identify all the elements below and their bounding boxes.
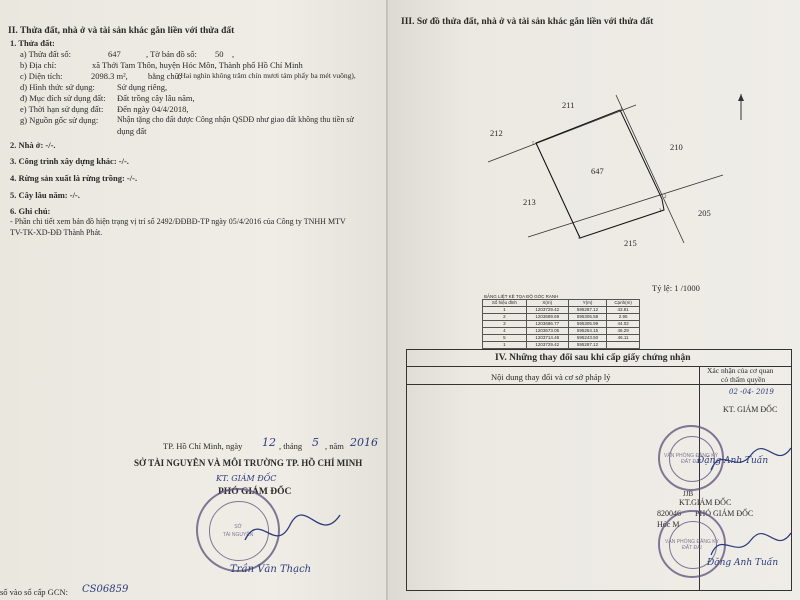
coord-cell: 595305.58 [568,314,606,321]
coord-cell: 2 [483,314,527,321]
purpose-label: đ) Mục đích sử dụng đất: [20,93,106,103]
address-value: xã Thới Tam Thôn, huyện Hóc Môn, Thành phố Hồ Chí Minh [92,60,303,70]
kt-director-1: KT. GIÁM ĐỐC [723,405,778,414]
coord-table-title: BẢNG LIỆT KÊ TỌA ĐỘ GÓC RANH [484,294,559,299]
coord-header: Y(m) [568,300,606,307]
doc-number-partial: 820046 [657,509,681,518]
coord-cell: 46.29 [607,328,640,335]
date-month: 5 [312,436,319,449]
coord-cell [607,342,640,349]
right-page [388,0,800,600]
section-ii-title: II. Thửa đất, nhà ở và tài sản khác gắn liền với thửa đất [8,26,235,36]
neighbor-215: 215 [624,238,637,248]
signer-kt: KT. GIÁM ĐỐC [216,474,277,483]
coord-header: Số hiệu đỉnh [483,300,527,307]
perennial: 5. Cây lâu năm: -/-. [10,190,80,200]
neighbor-213: 213 [523,197,536,207]
signer-name: Trần Văn Thạch [230,564,312,575]
col-content-header: Nội dung thay đổi và cơ sở pháp lý [491,372,611,382]
department: SỞ TÀI NGUYÊN VÀ MÔI TRƯỜNG TP. HỒ CHÍ MINH [134,458,363,468]
section-iv-title: IV. Những thay đổi sau khi cấp giấy chứng nhận [495,353,691,363]
coord-cell: 2.95 [607,314,640,321]
official-stamp-left: SỞ TÀI NGUYÊN [196,488,280,572]
code-partial: JJB [683,490,694,498]
coord-cell: 595264.15 [568,328,606,335]
plot-diagram [388,0,800,300]
coord-cell: 46.11 [607,335,640,342]
house: 2. Nhà ở: -/-. [10,140,56,150]
coord-row [483,307,640,314]
signature-scribble-right-1 [706,440,796,480]
plot-label: a) Thửa đất số: [20,49,71,59]
coord-cell: 4 [483,328,527,335]
vertex-1: 1 [620,108,623,113]
date-year-label: , năm [325,441,344,451]
sheet-number: 50 [215,49,224,59]
notes-line-2: TV-TK-XD-ĐĐ Thành Phát. [10,228,103,237]
coord-cell: 595287.12 [568,342,606,349]
term-value: Đến ngày 04/4/2018, [117,104,189,114]
coord-row [483,314,640,321]
plot-main-label: 647 [591,166,604,176]
use-form-label: d) Hình thức sử dụng: [20,82,95,92]
official-stamp-right-2: VĂN PHÒNG ĐĂNG KÝ ĐẤT ĐAI [658,510,726,578]
coord-cell: 1203673.05 [526,328,568,335]
coord-row [483,321,640,328]
coord-row [483,328,640,335]
col-confirm-header-1: Xác nhận của cơ quan [707,366,774,375]
signature-name-1: Đặng Anh Tuấn [697,456,769,466]
coord-cell: 595305.99 [568,321,606,328]
use-form-value: Sử dụng riêng, [117,82,168,92]
north-arrow-icon [734,92,748,122]
col-confirm-header-2: có thẩm quyền [721,375,766,384]
area-value: 2098.3 m², [91,71,128,81]
neighbor-210: 210 [670,142,683,152]
coord-cell: 1203686.77 [526,321,568,328]
gcn-number: CS06859 [82,584,129,595]
date-month-label: , tháng [279,441,303,451]
notes-heading: 6. Ghi chú: [10,206,51,216]
neighbor-211: 211 [562,100,575,110]
coord-cell: 3 [483,321,527,328]
address-label: b) Địa chỉ: [20,60,57,70]
notes-line-1: - Phần chi tiết xem bản đồ hiện trạng vị trí số 2492/ĐĐBĐ-TP ngày 05/4/2016 của Công ty TNHH MTV [10,217,346,226]
coord-row [483,342,640,349]
kt-director-2: KT.GIÁM ĐỐC [679,498,732,507]
coord-cell: 1203729.42 [526,307,568,314]
date-prefix: TP. Hồ Chí Minh, ngày [163,441,243,451]
deputy-director-2: PHÓ GIÁM ĐỐC [695,509,754,518]
date-day: 12 [262,436,276,449]
term-label: e) Thời hạn sử dụng đất: [20,104,104,114]
coord-cell: 1203714.48 [526,335,568,342]
coord-cell: 43.81 [607,307,640,314]
area-words: (Hai nghìn không trăm chín mươi tám phẩy ba mét vuông), [178,71,356,80]
coord-cell: 1203689.69 [526,314,568,321]
left-page [0,0,392,600]
area-label: c) Diện tích: [20,71,63,81]
signature-name-2: Đặng Anh Tuấn [707,558,779,568]
coord-cell: 44.02 [607,321,640,328]
gcn-label: số vào sổ cấp GCN: [0,587,68,597]
sheet-comma: , [232,49,235,59]
signature-scribble-left [240,500,350,560]
coord-header: X(m) [526,300,568,307]
purpose-value: Đất trồng cây lâu năm, [117,93,195,103]
vertex-3: 3 [659,209,662,214]
land-heading: 1. Thửa đất: [10,38,55,48]
origin-value-1: Nhận tặng cho đất được Công nhận QSDĐ như giao đất không thu tiền sử [117,115,354,124]
area-words-label: bằng chữ: [148,71,182,81]
signer-title: PHÓ GIÁM ĐỐC [218,487,292,497]
coord-row [483,335,640,342]
date-stamp: 02 -04- 2019 [729,388,774,396]
date-year: 2016 [350,436,378,449]
section-iii-title: III. Sơ đồ thửa đất, nhà ở và tài sản khác gắn liền với thửa đất [401,17,654,27]
forest: 4. Rừng sản xuất là rừng trồng: -/-. [10,173,138,183]
vertex-4: 4 [578,236,581,241]
neighbor-205: 205 [698,208,711,218]
coord-cell: 1 [483,342,527,349]
signature-scribble-right-2 [706,525,796,565]
coord-cell: 1 [483,307,527,314]
origin-label: g) Nguồn gốc sử dụng: [20,115,99,125]
plot-number: 647 [108,49,121,59]
origin-value-2: dụng đất [117,126,147,136]
hoc-mon-partial: Hóc M [657,520,680,529]
vertex-2: 2 [664,195,667,200]
coord-cell: 595243.50 [568,335,606,342]
coord-table [482,299,640,349]
sheet-label: , Tờ bản đồ số: [146,49,197,59]
coord-cell: 1203729.42 [526,342,568,349]
coord-header: Cạnh(m) [607,300,640,307]
vertex-5: 5 [532,142,535,147]
construction: 3. Công trình xây dựng khác: -/-. [10,156,129,166]
scale-text: Tỷ lệ: 1 /1000 [652,283,700,293]
coord-cell: 5 [483,335,527,342]
coord-cell: 595287.12 [568,307,606,314]
neighbor-212: 212 [490,128,503,138]
official-stamp-right-1: VĂN PHÒNG ĐĂNG KÝ ĐẤT ĐAI [658,425,724,491]
